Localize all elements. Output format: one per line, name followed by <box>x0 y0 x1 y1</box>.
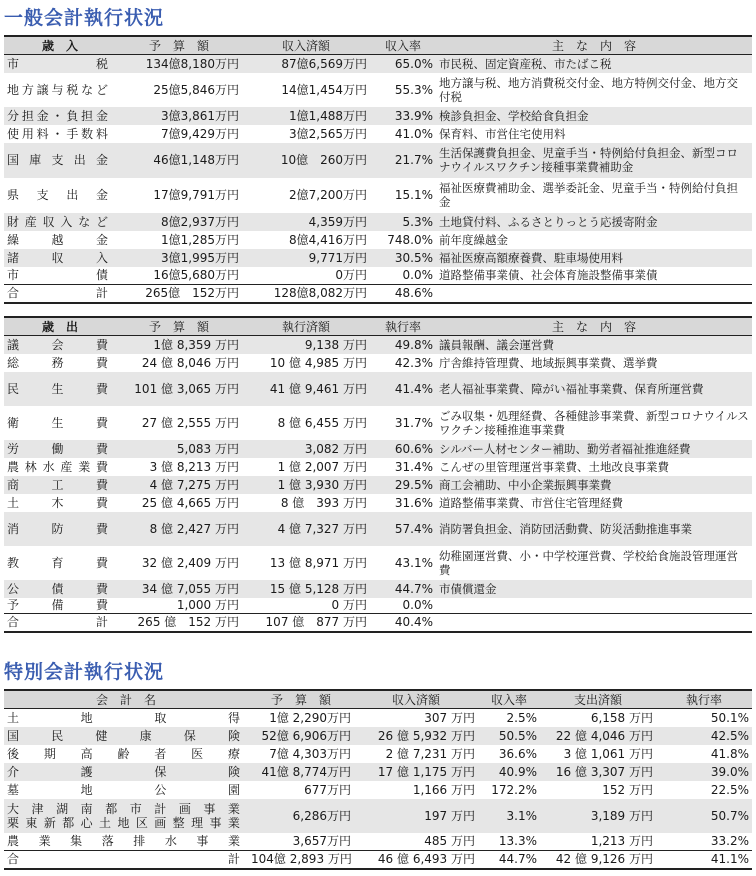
revenue-item-text: 諸 収 入 <box>7 250 108 265</box>
special-budget: 52億 6,906万円 <box>248 727 354 745</box>
expenditure-actual: 41 億 9,461 万円 <box>242 372 370 406</box>
expenditure-actual: 8 億 393 万円 <box>280 495 367 510</box>
special-budget: 1億 2,290万円 <box>269 710 351 725</box>
revenue-header-row <box>4 36 752 55</box>
special-col-spent: 支出済額 <box>540 690 656 709</box>
revenue-total-label <box>4 285 116 303</box>
revenue-row <box>4 55 752 73</box>
special-total-budget: 104億 2,893 万円 <box>248 851 354 869</box>
expenditure-total-budget: 265 億 152 万円 <box>116 614 242 632</box>
expenditure-desc: 道路整備事業費、市営住宅管理経費 <box>439 495 623 510</box>
special-name <box>4 709 248 727</box>
special-budget: 7億 4,303万円 <box>269 746 351 761</box>
expenditure-budget: 25 億 4,665 万円 <box>141 495 239 510</box>
expenditure-desc <box>436 598 752 614</box>
special-rev-rate: 36.6% <box>498 746 537 761</box>
revenue-actual: 1億1,488万円 <box>242 107 370 125</box>
special-budget: 677万円 <box>304 782 351 797</box>
revenue-total-rate: 48.6% <box>370 285 436 303</box>
expenditure-rate: 0.0% <box>402 598 433 613</box>
special-row <box>4 799 752 833</box>
special-col-exec-rate: 執行率 <box>656 690 752 709</box>
revenue-item-text: 国 庫 支 出 金 <box>7 153 108 167</box>
special-revenue: 26 億 5,932 万円 <box>354 727 478 745</box>
revenue-item-text: 繰 越 金 <box>7 232 108 247</box>
expenditure-item <box>4 336 116 354</box>
revenue-rate: 30.5% <box>370 249 436 267</box>
special-name-line1: 大 津 湖 南 都 市 計 画 事 業 <box>7 801 240 816</box>
revenue-rate: 41.0% <box>394 126 433 141</box>
special-row <box>4 727 752 745</box>
revenue-item-text: 分 担 金 ・ 負 担 金 <box>7 108 108 123</box>
special-name <box>4 763 248 781</box>
expenditure-item-text: 衛 生 費 <box>7 415 108 430</box>
expenditure-rate: 31.6% <box>394 495 433 510</box>
expenditure-item <box>4 546 116 580</box>
expenditure-total-desc <box>436 614 752 632</box>
expenditure-item-text: 総 務 費 <box>7 355 108 370</box>
expenditure-item <box>4 406 116 440</box>
special-name-text: 国 民 健 康 保 険 <box>7 728 240 743</box>
expenditure-actual: 9,138 万円 <box>242 336 370 354</box>
expenditure-row <box>4 546 752 580</box>
revenue-rate: 65.0% <box>370 55 436 73</box>
revenue-rate: 0.0% <box>402 268 433 283</box>
revenue-rate: 15.1% <box>394 188 433 202</box>
expenditure-row <box>4 336 752 354</box>
revenue-rate: 55.3% <box>394 82 433 97</box>
revenue-desc: 福祉医療費補助金、選挙委託金、児童手当・特例給付負担金 <box>439 181 738 209</box>
special-spent: 3 億 1,061 万円 <box>563 746 653 761</box>
revenue-item-text: 使 用 料 ・ 手 数 料 <box>7 126 108 141</box>
expenditure-actual: 10 億 4,985 万円 <box>269 355 367 370</box>
expenditure-budget: 27 億 2,555 万円 <box>141 415 239 430</box>
revenue-actual: 2億7,200万円 <box>289 188 367 202</box>
special-name <box>4 727 248 745</box>
expenditure-rate: 31.4% <box>394 459 433 474</box>
revenue-desc: 福祉医療高額療養費、駐車場使用料 <box>436 249 752 267</box>
revenue-budget: 3億1,995万円 <box>116 249 242 267</box>
special-total-exec-rate: 41.1% <box>656 851 752 869</box>
expenditure-actual: 1 億 3,930 万円 <box>242 476 370 494</box>
revenue-budget: 25億5,846万円 <box>153 82 239 97</box>
revenue-actual: 87億6,569万円 <box>242 55 370 73</box>
revenue-item <box>4 249 116 267</box>
expenditure-item-text: 農 林 水 産 業 費 <box>7 459 108 474</box>
expenditure-row <box>4 494 752 512</box>
revenue-budget: 7億9,429万円 <box>161 126 239 141</box>
revenue-item <box>4 143 116 178</box>
expenditure-row <box>4 372 752 406</box>
expenditure-budget: 101 億 3,065 万円 <box>116 372 242 406</box>
special-revenue: 2 億 7,231 万円 <box>385 746 475 761</box>
revenue-row <box>4 231 752 249</box>
expenditure-rate: 29.5% <box>370 476 436 494</box>
expenditure-header-row <box>4 317 752 336</box>
special-header-row <box>4 690 752 709</box>
special-total-rev-rate: 44.7% <box>478 851 540 869</box>
expenditure-desc: 市債償還金 <box>436 580 752 598</box>
revenue-row <box>4 107 752 125</box>
expenditure-item <box>4 580 116 598</box>
revenue-desc: 前年度繰越金 <box>439 232 508 247</box>
special-table <box>4 689 752 870</box>
revenue-item-text: 県 支 出 金 <box>7 188 108 202</box>
expenditure-total-label <box>4 614 116 632</box>
revenue-row <box>4 267 752 285</box>
revenue-col-actual: 収入済額 <box>242 36 370 55</box>
revenue-budget: 17億9,791万円 <box>153 188 239 202</box>
special-name-line2: 栗 東 新 都 心 土 地 区 画 整 理 事 業 <box>7 815 240 830</box>
expenditure-actual: 3,082 万円 <box>242 440 370 458</box>
expenditure-actual: 13 億 8,971 万円 <box>269 555 367 570</box>
revenue-item <box>4 267 116 285</box>
revenue-col-item: 歳 入 <box>4 36 116 55</box>
special-exec-rate: 39.0% <box>656 763 752 781</box>
revenue-budget: 46億1,148万円 <box>116 143 242 178</box>
special-exec-rate: 33.2% <box>710 834 749 849</box>
revenue-row <box>4 178 752 213</box>
expenditure-rate: 44.7% <box>370 580 436 598</box>
special-revenue: 485 万円 <box>424 834 475 849</box>
special-total-label <box>4 851 248 869</box>
special-account-title: 特別会計執行状況 <box>4 661 165 683</box>
expenditure-desc: 幼稚園運営費、小・中学校運営費、学校給食施設管理運営費 <box>439 548 738 577</box>
expenditure-actual: 8 億 6,455 万円 <box>277 415 367 430</box>
revenue-item <box>4 231 116 249</box>
revenue-actual: 14億1,454万円 <box>281 82 367 97</box>
expenditure-col-item: 歳 出 <box>4 317 116 336</box>
special-total-row <box>4 851 752 869</box>
expenditure-item-text: 土 木 費 <box>7 495 108 510</box>
revenue-item-text: 市 税 <box>7 56 108 71</box>
special-revenue: 17 億 1,175 万円 <box>354 763 478 781</box>
revenue-desc: 地方譲与税、地方消費税交付金、地方特例交付金、地方交付税 <box>439 75 738 104</box>
revenue-budget: 1億1,285万円 <box>161 232 239 247</box>
expenditure-row <box>4 512 752 546</box>
special-name <box>4 781 248 799</box>
expenditure-total-row <box>4 614 752 632</box>
expenditure-desc: 消防署負担金、消防団活動費、防災活動推進事業 <box>436 512 752 546</box>
expenditure-rate: 49.8% <box>370 336 436 354</box>
expenditure-row <box>4 406 752 440</box>
revenue-rate: 21.7% <box>370 143 436 178</box>
expenditure-row <box>4 354 752 372</box>
expenditure-desc: ごみ収集・処理経費、各種健診事業費、新型コロナウイルスワクチン接種推進事業費 <box>439 408 749 437</box>
revenue-item-text: 地 方 譲 与 税 な ど <box>7 82 108 97</box>
expenditure-desc: シルバー人材センター補助、勤労者福祉推進経費 <box>436 440 752 458</box>
revenue-desc: 検診負担金、学校給食負担金 <box>436 107 752 125</box>
special-name-text: 介 護 保 険 <box>7 764 240 779</box>
expenditure-item <box>4 354 116 372</box>
expenditure-row <box>4 458 752 476</box>
expenditure-row <box>4 440 752 458</box>
special-spent: 1,213 万円 <box>590 834 653 849</box>
expenditure-desc: 庁舎維持管理費、地域振興事業費、選挙費 <box>439 355 658 370</box>
special-row <box>4 745 752 763</box>
expenditure-table <box>4 316 752 633</box>
revenue-actual: 8億4,416万円 <box>289 232 367 247</box>
special-row <box>4 781 752 799</box>
revenue-actual: 0万円 <box>335 268 367 283</box>
revenue-row <box>4 73 752 107</box>
revenue-total-label-text: 合 計 <box>7 286 108 301</box>
expenditure-row <box>4 580 752 598</box>
expenditure-item-text: 教 育 費 <box>7 555 108 570</box>
special-budget: 41億 8,774万円 <box>248 763 354 781</box>
revenue-actual: 9,771万円 <box>242 249 370 267</box>
special-rev-rate: 50.5% <box>478 727 540 745</box>
expenditure-desc: 老人福祉事業費、障がい福祉事業費、保育所運営費 <box>436 372 752 406</box>
expenditure-budget: 1,000 万円 <box>176 598 239 613</box>
special-budget: 6,286万円 <box>248 799 354 833</box>
expenditure-item-text: 消 防 費 <box>7 521 108 536</box>
revenue-row <box>4 213 752 231</box>
expenditure-budget: 32 億 2,409 万円 <box>141 555 239 570</box>
special-spent: 152 万円 <box>602 782 653 797</box>
expenditure-row <box>4 476 752 494</box>
revenue-rate: 33.9% <box>370 107 436 125</box>
special-col-budget: 予 算 額 <box>248 690 354 709</box>
special-budget: 3,657万円 <box>292 834 351 849</box>
special-name <box>4 833 248 851</box>
revenue-budget: 16億5,680万円 <box>153 268 239 283</box>
expenditure-desc: 商工会補助、中小企業振興事業費 <box>436 476 752 494</box>
special-exec-rate: 22.5% <box>710 782 749 797</box>
revenue-budget: 3億3,861万円 <box>116 107 242 125</box>
expenditure-rate: 42.3% <box>394 355 433 370</box>
expenditure-budget: 24 億 8,046 万円 <box>141 355 239 370</box>
special-total-spent: 42 億 9,126 万円 <box>540 851 656 869</box>
expenditure-col-actual: 執行済額 <box>242 317 370 336</box>
special-name-text: 農 業 集 落 排 水 事 業 <box>7 834 240 849</box>
revenue-total-row <box>4 285 752 303</box>
special-name-text: 後 期 高 齢 者 医 療 <box>7 746 240 761</box>
expenditure-item <box>4 512 116 546</box>
revenue-rate: 5.3% <box>370 213 436 231</box>
expenditure-col-budget: 予 算 額 <box>116 317 242 336</box>
revenue-col-desc: 主 な 内 容 <box>436 36 752 55</box>
special-row <box>4 709 752 727</box>
revenue-item <box>4 107 116 125</box>
revenue-item <box>4 73 116 107</box>
special-rev-rate: 2.5% <box>506 710 537 725</box>
expenditure-item <box>4 372 116 406</box>
revenue-row <box>4 143 752 178</box>
expenditure-actual: 4 億 7,327 万円 <box>242 512 370 546</box>
revenue-desc: 生活保護費負担金、児童手当・特例給付負担金、新型コロナウイルスワクチン接種事業費補助金 <box>436 143 752 178</box>
special-revenue: 197 万円 <box>354 799 478 833</box>
revenue-desc: 市民税、固定資産税、市たばこ税 <box>436 55 752 73</box>
revenue-item-text: 財 産 収 入 な ど <box>7 214 108 229</box>
expenditure-actual: 15 億 5,128 万円 <box>242 580 370 598</box>
expenditure-item <box>4 458 116 476</box>
special-revenue: 307 万円 <box>424 710 475 725</box>
special-spent: 16 億 3,307 万円 <box>540 763 656 781</box>
special-rev-rate: 13.3% <box>498 834 537 849</box>
revenue-item <box>4 213 116 231</box>
special-revenue: 1,166 万円 <box>412 782 475 797</box>
special-col-revenue: 収入済額 <box>354 690 478 709</box>
revenue-desc: 土地貸付料、ふるさとりっとう応援寄附金 <box>436 213 752 231</box>
expenditure-rate: 41.4% <box>370 372 436 406</box>
special-row <box>4 763 752 781</box>
special-total-label-text: 合 計 <box>7 852 240 867</box>
revenue-total-desc <box>436 285 752 303</box>
special-row <box>4 833 752 851</box>
expenditure-item-text: 予 備 費 <box>7 598 108 613</box>
special-rev-rate: 3.1% <box>478 799 540 833</box>
special-name-text: 墓 地 公 園 <box>7 782 240 797</box>
expenditure-item-text: 労 働 費 <box>7 441 108 456</box>
special-name-text: 土 地 取 得 <box>7 710 240 725</box>
special-col-name: 会 計 名 <box>4 690 248 709</box>
revenue-item-text: 市 債 <box>7 268 108 283</box>
expenditure-col-desc: 主 な 内 容 <box>436 317 752 336</box>
revenue-col-rate: 収入率 <box>370 36 436 55</box>
special-rev-rate: 172.2% <box>491 782 537 797</box>
expenditure-item-text: 民 生 費 <box>7 381 108 396</box>
expenditure-actual: 1 億 2,007 万円 <box>277 459 367 474</box>
general-account-title: 一般会計執行状況 <box>4 7 165 29</box>
expenditure-rate: 43.1% <box>394 555 433 570</box>
expenditure-row <box>4 598 752 614</box>
expenditure-desc: 議員報酬、議会運営費 <box>436 336 752 354</box>
revenue-actual: 4,359万円 <box>242 213 370 231</box>
special-exec-rate: 41.8% <box>710 746 749 761</box>
revenue-row <box>4 249 752 267</box>
expenditure-actual: 0 万円 <box>331 598 367 613</box>
special-rev-rate: 40.9% <box>478 763 540 781</box>
expenditure-item <box>4 494 116 512</box>
expenditure-item-text: 議 会 費 <box>7 337 108 352</box>
expenditure-rate: 31.7% <box>394 415 433 430</box>
expenditure-item <box>4 476 116 494</box>
revenue-rate: 748.0% <box>387 232 433 247</box>
special-exec-rate: 50.1% <box>710 710 749 725</box>
revenue-total-actual: 128億8,082万円 <box>242 285 370 303</box>
expenditure-budget: 1億 8,359 万円 <box>116 336 242 354</box>
special-spent: 22 億 4,046 万円 <box>540 727 656 745</box>
special-spent: 3,189 万円 <box>540 799 656 833</box>
expenditure-budget: 4 億 7,275 万円 <box>116 476 242 494</box>
expenditure-budget: 3 億 8,213 万円 <box>149 459 239 474</box>
expenditure-col-rate: 執行率 <box>370 317 436 336</box>
revenue-col-budget: 予 算 額 <box>116 36 242 55</box>
special-col-rev-rate: 収入率 <box>478 690 540 709</box>
expenditure-total-rate: 40.4% <box>370 614 436 632</box>
revenue-total-budget: 265億 152万円 <box>116 285 242 303</box>
special-spent: 6,158 万円 <box>590 710 653 725</box>
special-exec-rate: 50.7% <box>656 799 752 833</box>
expenditure-total-actual: 107 億 877 万円 <box>242 614 370 632</box>
revenue-item <box>4 178 116 213</box>
revenue-item <box>4 125 116 143</box>
expenditure-budget: 8 億 2,427 万円 <box>116 512 242 546</box>
revenue-desc: 保育料、市営住宅使用料 <box>439 126 566 141</box>
expenditure-item-text: 公 債 費 <box>7 581 108 596</box>
expenditure-desc: こんぜの里管理運営事業費、土地改良事業費 <box>439 459 669 474</box>
revenue-row <box>4 125 752 143</box>
expenditure-rate: 60.6% <box>370 440 436 458</box>
expenditure-budget: 5,083 万円 <box>116 440 242 458</box>
special-total-revenue: 46 億 6,493 万円 <box>354 851 478 869</box>
revenue-actual: 10億 260万円 <box>242 143 370 178</box>
revenue-actual: 3億2,565万円 <box>289 126 367 141</box>
revenue-item <box>4 55 116 73</box>
revenue-budget: 8億2,937万円 <box>116 213 242 231</box>
special-name <box>4 799 248 833</box>
revenue-desc: 道路整備事業債、社会体育施設整備事業債 <box>439 268 658 283</box>
special-exec-rate: 42.5% <box>656 727 752 745</box>
expenditure-budget: 34 億 7,055 万円 <box>116 580 242 598</box>
expenditure-item-text: 商 工 費 <box>7 477 108 492</box>
expenditure-item <box>4 598 116 614</box>
expenditure-rate: 57.4% <box>370 512 436 546</box>
special-name <box>4 745 248 763</box>
expenditure-total-label-text: 合 計 <box>7 615 108 630</box>
revenue-table <box>4 35 752 304</box>
revenue-budget: 134億8,180万円 <box>116 55 242 73</box>
expenditure-item <box>4 440 116 458</box>
